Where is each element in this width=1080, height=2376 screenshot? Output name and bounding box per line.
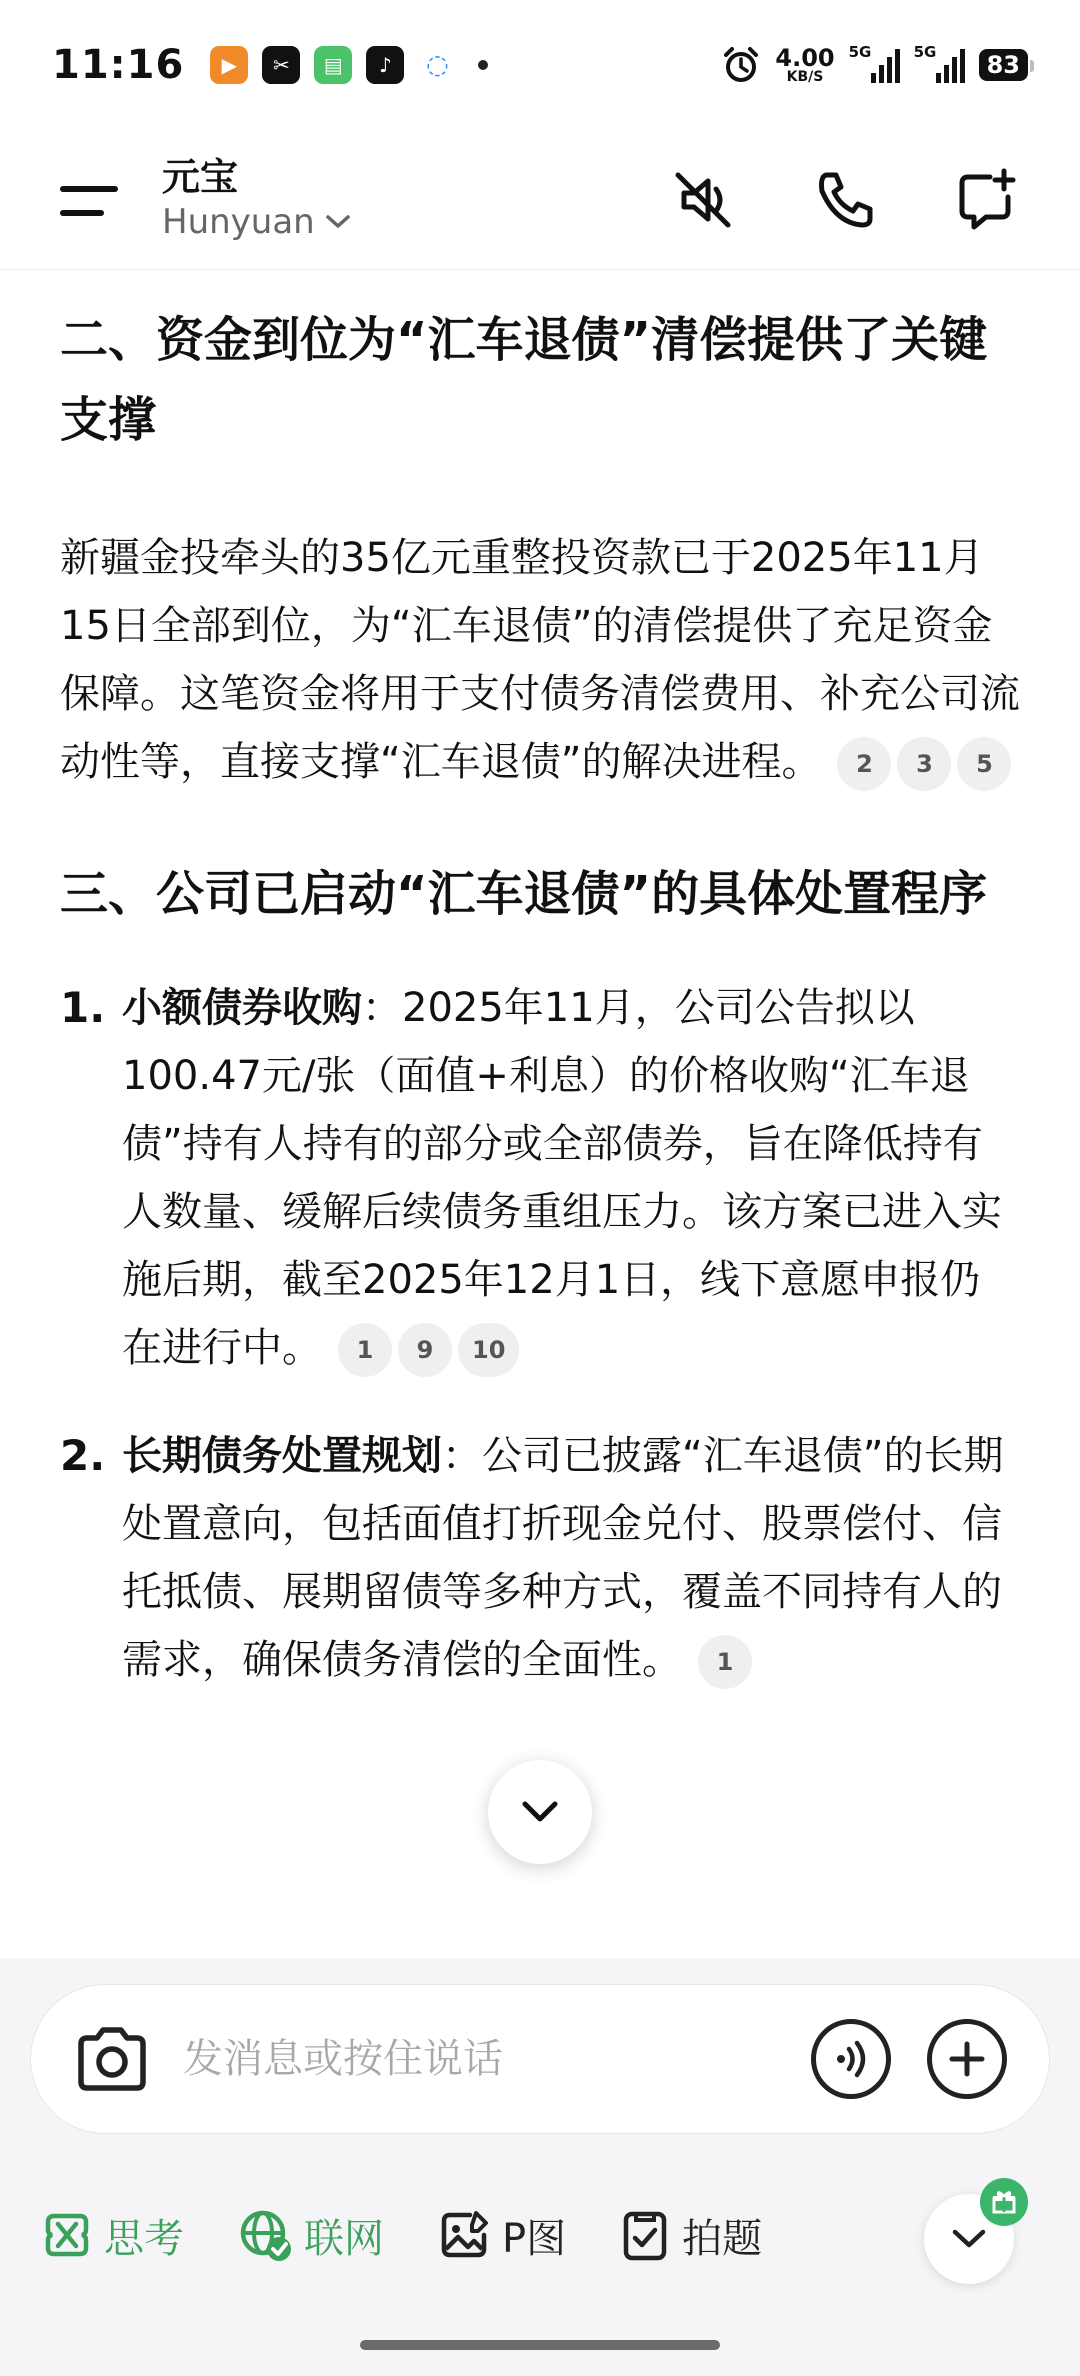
question-sheet-icon — [618, 2208, 672, 2262]
tool-bar — [0, 2170, 1080, 2300]
citation-badge[interactable]: 1 — [338, 1323, 392, 1377]
signal-sim2-icon — [913, 43, 965, 83]
voice-call-button[interactable] — [812, 167, 878, 233]
message-input-bar — [30, 1984, 1050, 2134]
chevron-down-icon — [325, 214, 351, 230]
gift-glyph — [990, 2188, 1018, 2216]
status-bar — [0, 0, 1080, 130]
photo-question-button[interactable] — [618, 2207, 762, 2264]
new-chat-button[interactable] — [954, 167, 1020, 233]
video-app-icon: ▶ — [210, 46, 248, 84]
answer-paragraph — [60, 524, 1020, 796]
home-indicator[interactable] — [360, 2340, 720, 2350]
list-item — [60, 974, 1020, 1382]
citation-badge[interactable]: 3 — [897, 737, 951, 791]
voice-input-button[interactable] — [811, 2019, 891, 2099]
model-selector[interactable] — [162, 154, 351, 243]
list-item-title: 小额债券收购 — [122, 985, 362, 1031]
app-header — [0, 130, 1080, 270]
battery-icon: 83 — [979, 49, 1028, 81]
composer-panel — [0, 1958, 1080, 2376]
network-speed — [775, 46, 834, 84]
chevron-down-icon — [951, 2228, 987, 2250]
speaker-muted-icon — [670, 167, 736, 233]
phone-icon — [812, 167, 878, 233]
status-time: 11:16 — [52, 42, 185, 88]
list-item-text: ：公司已披露“汇车退债”的长期处置意向，包括面值打折现金兑付、股票偿付、信托抵债、展期留债等多种方式，覆盖不同持有人的需求，确保债务清偿的全面性。 — [122, 1433, 1004, 1683]
citation-badge[interactable]: 9 — [398, 1323, 452, 1377]
think-icon — [40, 2208, 94, 2262]
sim1-label: 5G — [848, 43, 872, 61]
citation-badge[interactable]: 5 — [957, 737, 1011, 791]
numbered-list — [60, 974, 1020, 1694]
sim2-label: 5G — [913, 43, 937, 61]
list-item-text: ：2025年11月，公司公告拟以100.47元/张（面值+利息）的价格收购“汇车退债”持有人持有的部分或全部债券，旨在降低持有人数量、缓解后续债务重组压力。该方案已进入实施后期，截至2025年12月1日，线下意愿申报仍在进行中。 — [122, 985, 1002, 1371]
more-notifications-dot — [478, 60, 488, 70]
menu-icon[interactable] — [60, 180, 120, 220]
list-item — [60, 1422, 1020, 1694]
plus-icon — [947, 2039, 987, 2079]
gift-icon[interactable] — [980, 2178, 1028, 2226]
web-search-toggle[interactable] — [236, 2206, 384, 2264]
think-label: 思考 — [104, 2215, 184, 2262]
camera-icon[interactable] — [73, 2024, 151, 2094]
network-speed-unit: KB/S — [786, 69, 824, 85]
model-name: Hunyuan — [162, 202, 315, 243]
citation-badge[interactable]: 1 — [698, 1635, 752, 1689]
image-edit-button[interactable] — [436, 2207, 566, 2264]
voice-wave-icon — [829, 2037, 873, 2081]
photo-question-label: 拍题 — [682, 2215, 763, 2262]
think-toggle[interactable] — [40, 2207, 184, 2264]
globe-check-icon — [236, 2206, 294, 2264]
notification-icons — [210, 46, 488, 84]
new-chat-icon — [954, 167, 1020, 233]
list-number: 1. — [60, 983, 106, 1032]
section-heading: 二、资金到位为“汇车退债”清偿提供了关键支撑 — [60, 312, 988, 448]
chevron-down-icon — [520, 1799, 560, 1825]
app-title: 元宝 — [162, 154, 239, 199]
image-edit-icon — [436, 2207, 492, 2263]
alarm-icon — [721, 45, 761, 85]
message-input[interactable] — [181, 2035, 773, 2083]
citation-badge[interactable]: 2 — [837, 737, 891, 791]
capcut-app-icon: ✂ — [262, 46, 300, 84]
scroll-to-bottom-button[interactable] — [488, 1760, 592, 1864]
list-item-title: 长期债务处置规划 — [122, 1433, 442, 1479]
signal-sim1-icon — [848, 43, 900, 83]
chat-app-icon: ◌ — [418, 46, 456, 84]
message-app-icon: ▤ — [314, 46, 352, 84]
network-speed-value: 4.00 — [775, 44, 835, 72]
list-number: 2. — [60, 1431, 106, 1480]
image-edit-label: P图 — [502, 2215, 567, 2262]
tiktok-app-icon: ♪ — [366, 46, 404, 84]
citation-badge[interactable]: 10 — [458, 1323, 519, 1377]
web-search-label: 联网 — [304, 2215, 384, 2262]
section-heading: 三、公司已启动“汇车退债”的具体处置程序 — [60, 866, 988, 922]
paragraph-text: 新疆金投牵头的35亿元重整投资款已于2025年11月15日全部到位，为“汇车退债”的清偿提供了充足资金保障。这笔资金将用于支付债务清偿费用、补充公司流动性等，直接支撑“汇车退债”的解决进程。 — [60, 535, 1020, 785]
add-attachment-button[interactable] — [927, 2019, 1007, 2099]
chat-content[interactable] — [0, 270, 1080, 1960]
mute-speaker-button[interactable] — [670, 167, 736, 233]
